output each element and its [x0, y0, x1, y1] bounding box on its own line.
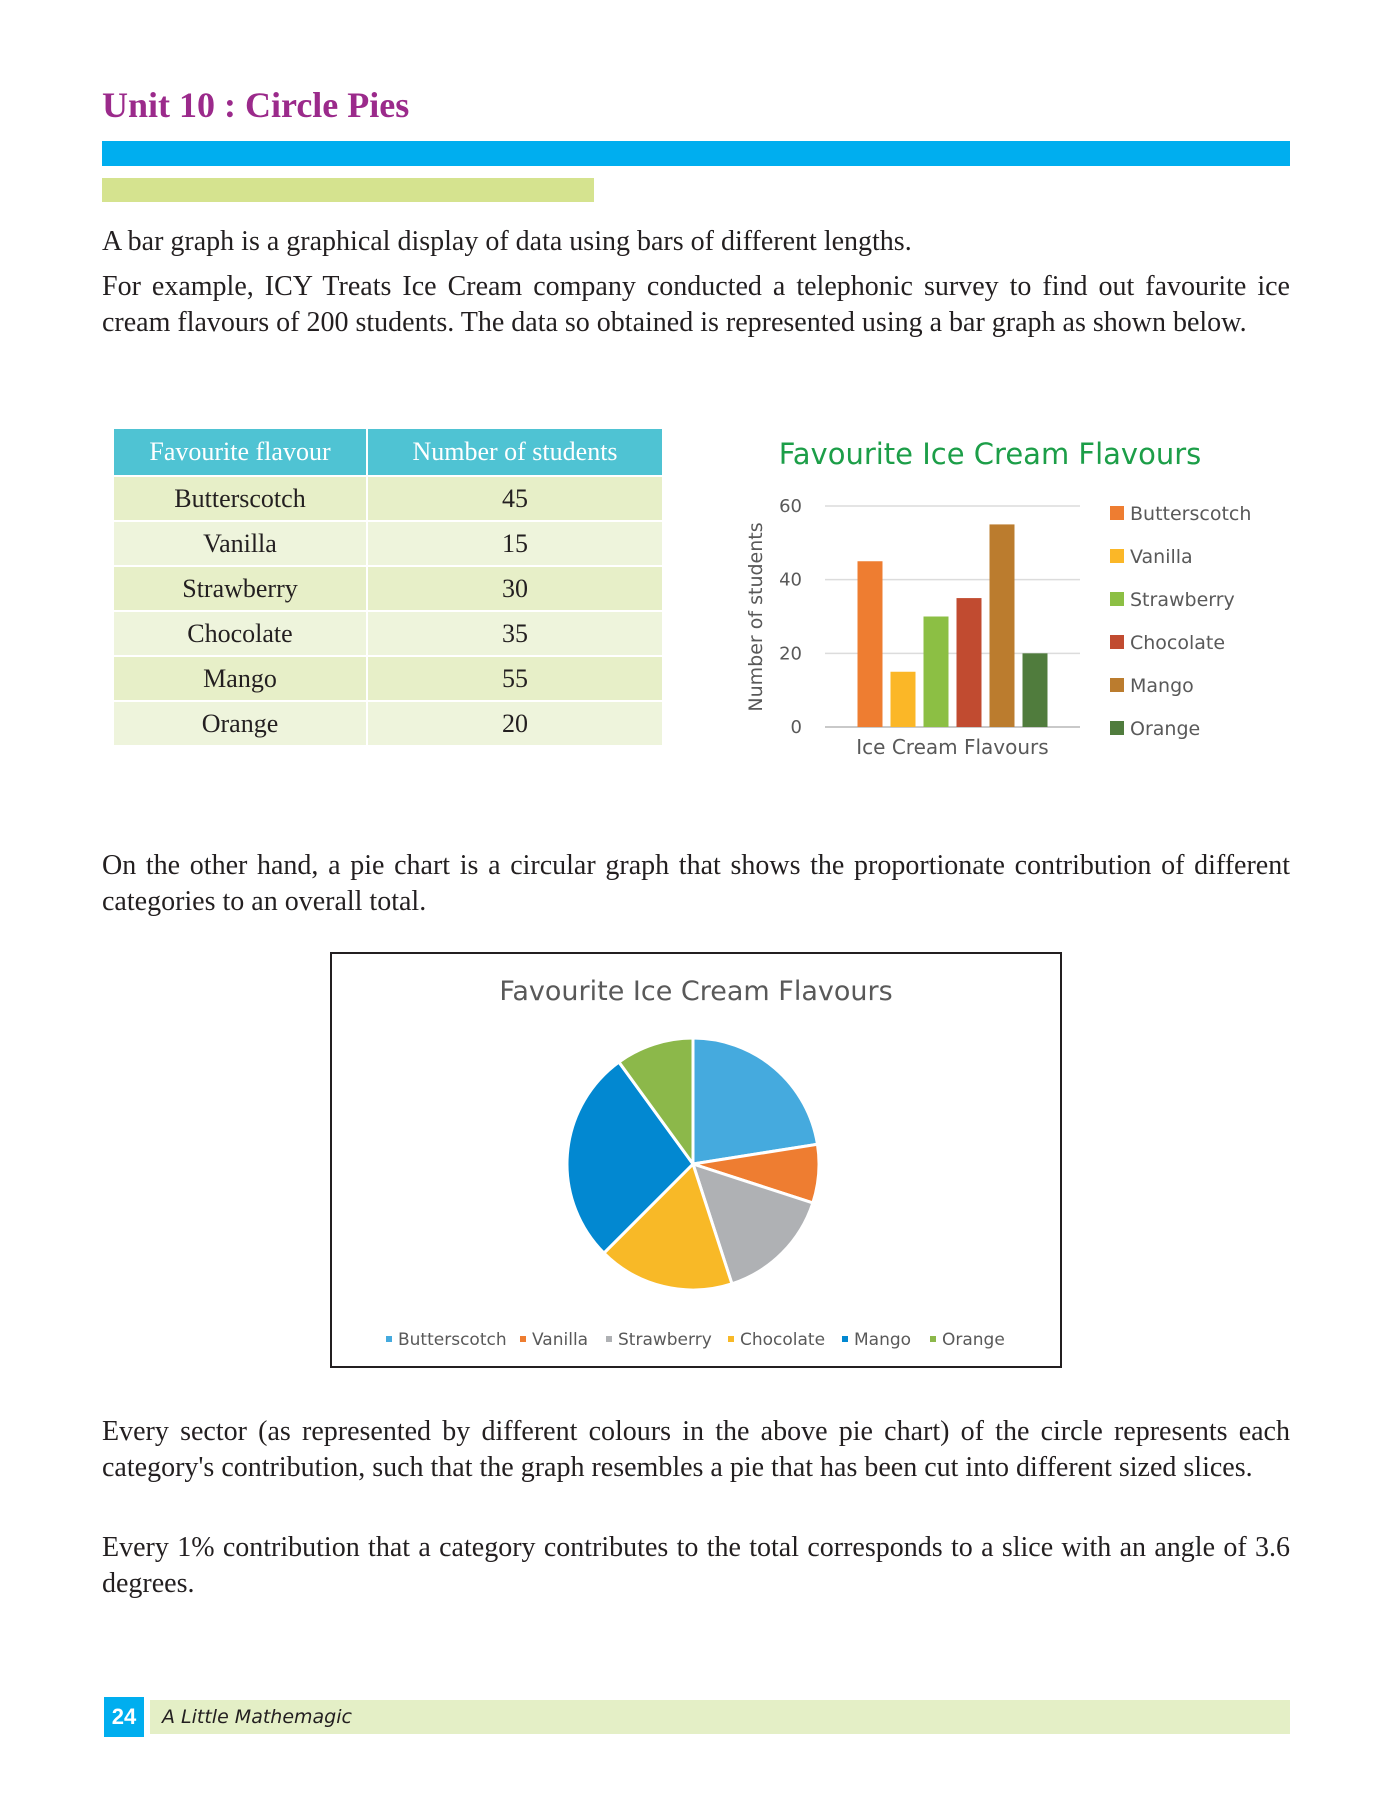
- count-cell: 20: [367, 701, 663, 745]
- pie-chart-title: Favourite Ice Cream Flavours: [499, 976, 893, 1007]
- flavour-cell: Vanilla: [114, 521, 367, 566]
- bar-graph-definition: A bar graph is a graphical display of data using bars of different lengths.: [102, 226, 912, 257]
- legend-swatch: [386, 1336, 392, 1342]
- count-cell: 45: [367, 476, 663, 521]
- table-row: [114, 611, 663, 656]
- flavour-table: [114, 429, 664, 745]
- legend-label: Vanilla: [1130, 546, 1193, 568]
- flavour-cell: Strawberry: [114, 566, 367, 611]
- y-tick-label: 0: [790, 717, 802, 738]
- flavour-cell: Chocolate: [114, 611, 367, 656]
- bar-butterscotch: [858, 561, 883, 727]
- bar-chocolate: [957, 598, 982, 727]
- table-row: [114, 656, 663, 701]
- count-cell: 55: [367, 656, 663, 701]
- table-row: [114, 566, 663, 611]
- column-header-students: Number of students: [367, 429, 663, 476]
- y-axis-label: Number of students: [745, 522, 767, 712]
- percent-angle-note: Every 1% contribution that a category contributes to the total corresponds to a slice with an angle of 3.6 degrees.: [102, 1532, 1290, 1599]
- legend-swatch: [520, 1336, 526, 1342]
- count-cell: 30: [367, 566, 663, 611]
- legend-label: Strawberry: [1130, 589, 1235, 611]
- book-title: A Little Mathemagic: [162, 1706, 352, 1728]
- bar-chart: [740, 430, 1290, 770]
- bar-mango: [990, 524, 1015, 727]
- table-header-row: [114, 429, 663, 476]
- legend-swatch: [606, 1336, 612, 1342]
- legend-swatch: [1110, 721, 1124, 735]
- count-cell: 15: [367, 521, 663, 566]
- column-header-flavour: Favourite flavour: [114, 429, 367, 476]
- survey-example-paragraph: For example, ICY Treats Ice Cream company conducted a telephonic survey to find out favourite ice cream flavours of 200 students. The data so obtained is represented using a bar graph as shown below.: [102, 271, 1290, 338]
- legend-swatch: [728, 1336, 734, 1342]
- legend-swatch: [1110, 678, 1124, 692]
- flavour-cell: Mango: [114, 656, 367, 701]
- legend-label: Orange: [1130, 718, 1201, 740]
- bar-vanilla: [891, 672, 916, 727]
- bar-orange: [1023, 653, 1048, 727]
- legend-label: Butterscotch: [398, 1330, 507, 1350]
- title-rule-blue: [102, 141, 1290, 166]
- legend-label: Butterscotch: [1130, 503, 1252, 525]
- legend-swatch: [842, 1336, 848, 1342]
- unit-title: Unit 10 : Circle Pies: [102, 85, 410, 125]
- flavour-cell: Butterscotch: [114, 476, 367, 521]
- legend-label: Vanilla: [532, 1330, 589, 1350]
- pie-chart-definition: On the other hand, a pie chart is a circular graph that shows the proportionate contribution of different categories to an overall total.: [102, 850, 1290, 917]
- legend-swatch: [930, 1336, 936, 1342]
- legend-swatch: [1110, 592, 1124, 606]
- x-axis-label: Ice Cream Flavours: [856, 735, 1049, 759]
- legend-label: Mango: [854, 1330, 912, 1350]
- page-number: 24: [104, 1697, 144, 1737]
- legend-label: Chocolate: [1130, 632, 1226, 654]
- pie-slice-butterscotch: [693, 1038, 817, 1164]
- pie-chart-frame: [330, 952, 1062, 1368]
- y-tick-label: 20: [779, 643, 802, 665]
- count-cell: 35: [367, 611, 663, 656]
- legend-swatch: [1110, 635, 1124, 649]
- table-row: [114, 476, 663, 521]
- legend-swatch: [1110, 549, 1124, 563]
- sector-explanation: Every sector (as represented by different colours in the above pie chart) of the circle represents each category's contribution, such that the graph resembles a pie that has been cut into different sized slices.: [102, 1416, 1290, 1483]
- pie-chart: [332, 954, 1060, 1366]
- table-row: [114, 521, 663, 566]
- legend-label: Chocolate: [740, 1330, 826, 1350]
- bar-strawberry: [924, 617, 949, 728]
- y-tick-label: 40: [779, 569, 802, 591]
- legend-label: Strawberry: [618, 1330, 712, 1350]
- legend-label: Orange: [942, 1330, 1005, 1350]
- y-tick-label: 60: [779, 496, 802, 517]
- flavour-cell: Orange: [114, 701, 367, 745]
- title-rule-green: [102, 178, 594, 202]
- legend-label: Mango: [1130, 675, 1194, 697]
- table-row: [114, 701, 663, 745]
- legend-swatch: [1110, 506, 1124, 520]
- bar-chart-title: Favourite Ice Cream Flavours: [778, 437, 1202, 471]
